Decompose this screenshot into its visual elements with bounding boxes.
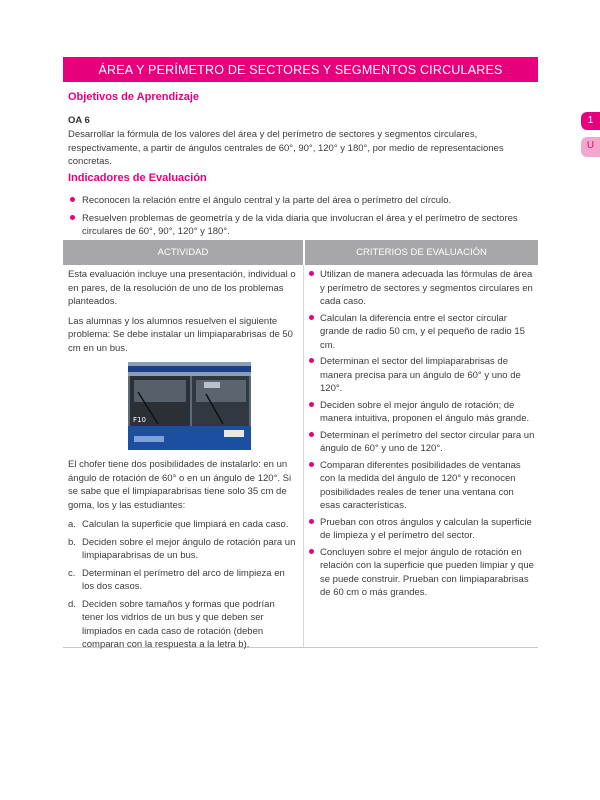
side-tab-unit-number: 1 [581, 112, 600, 130]
list-item [68, 598, 298, 652]
criterion-text: Concluyen sobre el mejor ángulo de rotación en relación con la superficie que pueden limpiar y que se puede construir. Prueban con limpiaparabrisas de 60 cm o más grandes. [320, 546, 534, 598]
list-item [308, 429, 536, 456]
bullet-icon [70, 215, 75, 220]
task-letter: c. [68, 567, 76, 579]
list-item [308, 546, 536, 600]
task-text: Calculan la superficie que limpiará en cada caso. [82, 519, 289, 530]
indicator-text: Resuelven problemas de geometría y de la vida diaria que involucran el área y el perímetro de sectores circulares de 60°, 90°, 120° y 180°. [82, 212, 518, 237]
criterion-text: Determinan el sector del limpiaparabrisas de manera precisa para un ángulo de 60° y uno de 120°. [320, 356, 521, 394]
task-text: Determinan el perímetro del arco de limpieza en los dos casos. [82, 567, 285, 592]
task-letter: d. [68, 598, 76, 610]
criteria-list [308, 268, 536, 603]
objective-text: Desarrollar la fórmula de los valores del área y del perímetro de sectores y segmentos circulares, respectivamente, a partir de ángulos centrales de 60°, 90°, 120° y 180°, por medio de representaciones concretas. [68, 129, 504, 167]
activity-column [68, 268, 298, 656]
side-tab-unit-label: U [581, 137, 600, 157]
objective-code: OA 6 [68, 115, 90, 126]
table-header-criteria: CRITERIOS DE EVALUACIÓN [305, 240, 538, 265]
list-item [68, 518, 298, 532]
task-letter: b. [68, 536, 76, 548]
list-item [308, 355, 536, 396]
list-item [68, 212, 536, 239]
section-title-banner [63, 57, 538, 82]
objectives-heading: Objetivos de Aprendizaje [68, 91, 200, 103]
criterion-text: Utilizan de manera adecuada las fórmulas de área y perímetro de sectores y segmentos circulares en cada caso. [320, 269, 533, 307]
list-item [68, 567, 298, 594]
section-title: ÁREA Y PERÍMETRO DE SECTORES Y SEGMENTOS CIRCULARES [98, 62, 503, 77]
activity-problem: Las alumnas y los alumnos resuelven el siguiente problema: Se debe instalar un limpiaparabrisas de 50 cm en un bus. [68, 315, 293, 354]
task-text: Deciden sobre tamaños y formas que podrían tener los vidrios de un bus y que deben ser limpiados en cada caso de rotación (deben comparan con la respuesta a la letra b). [82, 598, 275, 650]
activity-context: El chofer tiene dos posibilidades de instalarlo: en un ángulo de rotación de 60° o en un ángulo de 120°. Si se sabe que el limpiaparabrisas tiene solo 35 cm de goma, los y las estudiantes: [68, 459, 292, 511]
activity-intro: Esta evaluación incluye una presentación, individual o en pares, de la resolución de uno de los problemas planteados. [68, 269, 296, 307]
list-item [308, 459, 536, 513]
bullet-icon [309, 519, 314, 524]
indicators-list [68, 194, 536, 243]
list-item [308, 312, 536, 353]
list-item [308, 516, 536, 543]
list-item [308, 399, 536, 426]
activity-task-list [68, 518, 298, 652]
criterion-text: Determinan el perímetro del sector circular para un ángulo de 60° y uno de 120°. [320, 429, 535, 454]
list-item [68, 194, 536, 208]
bullet-icon [70, 197, 75, 202]
list-item [68, 536, 298, 563]
bullet-icon [309, 271, 314, 276]
bullet-icon [309, 549, 314, 554]
table-header-activity: ACTIVIDAD [63, 240, 303, 265]
criterion-text: Comparan diferentes posibilidades de ventanas con la medida del ángulo de 120° y reconocen posibilidades reales de tener una ventana con esas características. [320, 459, 521, 511]
bullet-icon [309, 432, 314, 437]
bus-photo [128, 362, 251, 450]
task-letter: a. [68, 519, 76, 530]
criterion-text: Calculan la diferencia entre el sector circular grande de radio 50 cm, y el pequeño de radio 15 cm. [320, 312, 525, 351]
bullet-icon [309, 315, 314, 320]
criterion-text: Prueban con otros ángulos y calculan la superficie de limpieza y el perímetro del sector. [320, 516, 532, 541]
column-divider-line [303, 265, 304, 647]
bullet-icon [309, 462, 314, 467]
list-item [308, 268, 536, 309]
bus-route-sign: F10 [133, 416, 146, 424]
task-text: Deciden sobre el mejor ángulo de rotación para un limpiaparabrisas de un bus. [82, 536, 296, 561]
bullet-icon [309, 358, 314, 363]
indicator-text: Reconocen la relación entre el ángulo central y la parte del área o perímetro del círculo. [82, 195, 452, 206]
criterion-text: Deciden sobre el mejor ángulo de rotación; de manera intuitiva, proponen el ángulo más grande. [320, 399, 530, 424]
bullet-icon [309, 402, 314, 407]
indicators-heading: Indicadores de Evaluación [68, 172, 207, 184]
